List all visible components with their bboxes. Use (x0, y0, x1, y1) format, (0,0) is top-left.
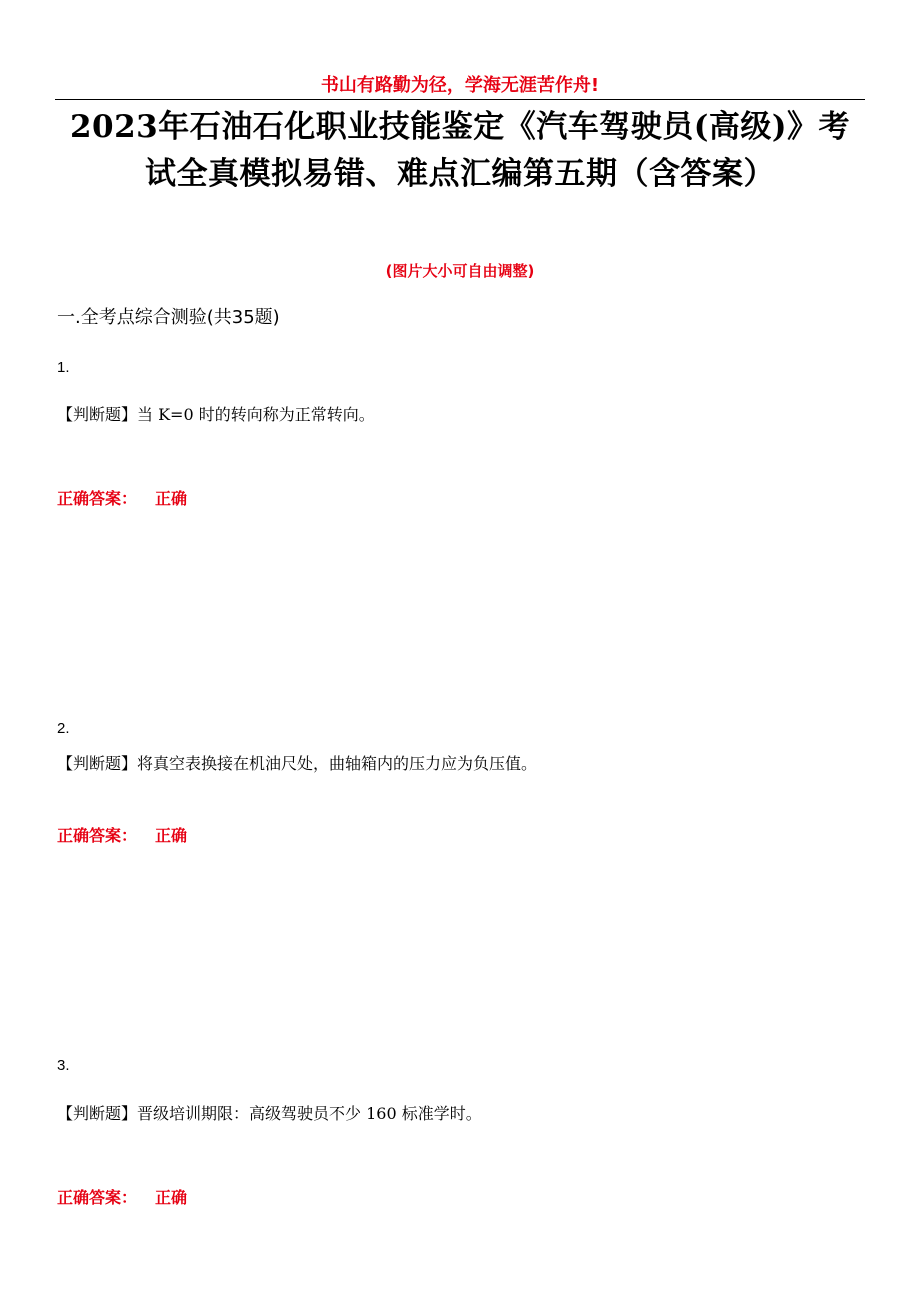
page-motto: 书山有路勤为径，学海无涯苦作舟! (320, 75, 600, 96)
answer-value: 正确 (155, 1188, 188, 1207)
answer-label: 正确答案： (57, 826, 138, 845)
document-title: 2023年石油石化职业技能鉴定《汽车驾驶员(高级)》考试全真模拟易错、难点汇编第五期（含答案） (69, 109, 851, 192)
answer-label: 正确答案： (57, 489, 138, 508)
question-text: 【判断题】晋级培训期限：高级驾驶员不少 160 标准学时。 (57, 1104, 482, 1123)
image-size-note: (图片大小可自由调整) (385, 262, 535, 280)
question-number: 3. (57, 1057, 70, 1074)
section-heading: 一.全考点综合测验(共35题) (57, 307, 280, 328)
question-number: 1. (57, 359, 70, 376)
answer-line (57, 487, 187, 511)
question-text: 【判断题】将真空表换接在机油尺处，曲轴箱内的压力应为负压值。 (57, 754, 538, 773)
header-divider (55, 99, 865, 100)
question-text: 【判断题】当 K=0 时的转向称为正常转向。 (57, 405, 375, 424)
question-number: 2. (57, 720, 70, 737)
answer-value: 正确 (155, 826, 188, 845)
answer-line (57, 824, 187, 848)
answer-value: 正确 (155, 489, 188, 508)
answer-line (57, 1186, 187, 1210)
answer-label: 正确答案： (57, 1188, 138, 1207)
